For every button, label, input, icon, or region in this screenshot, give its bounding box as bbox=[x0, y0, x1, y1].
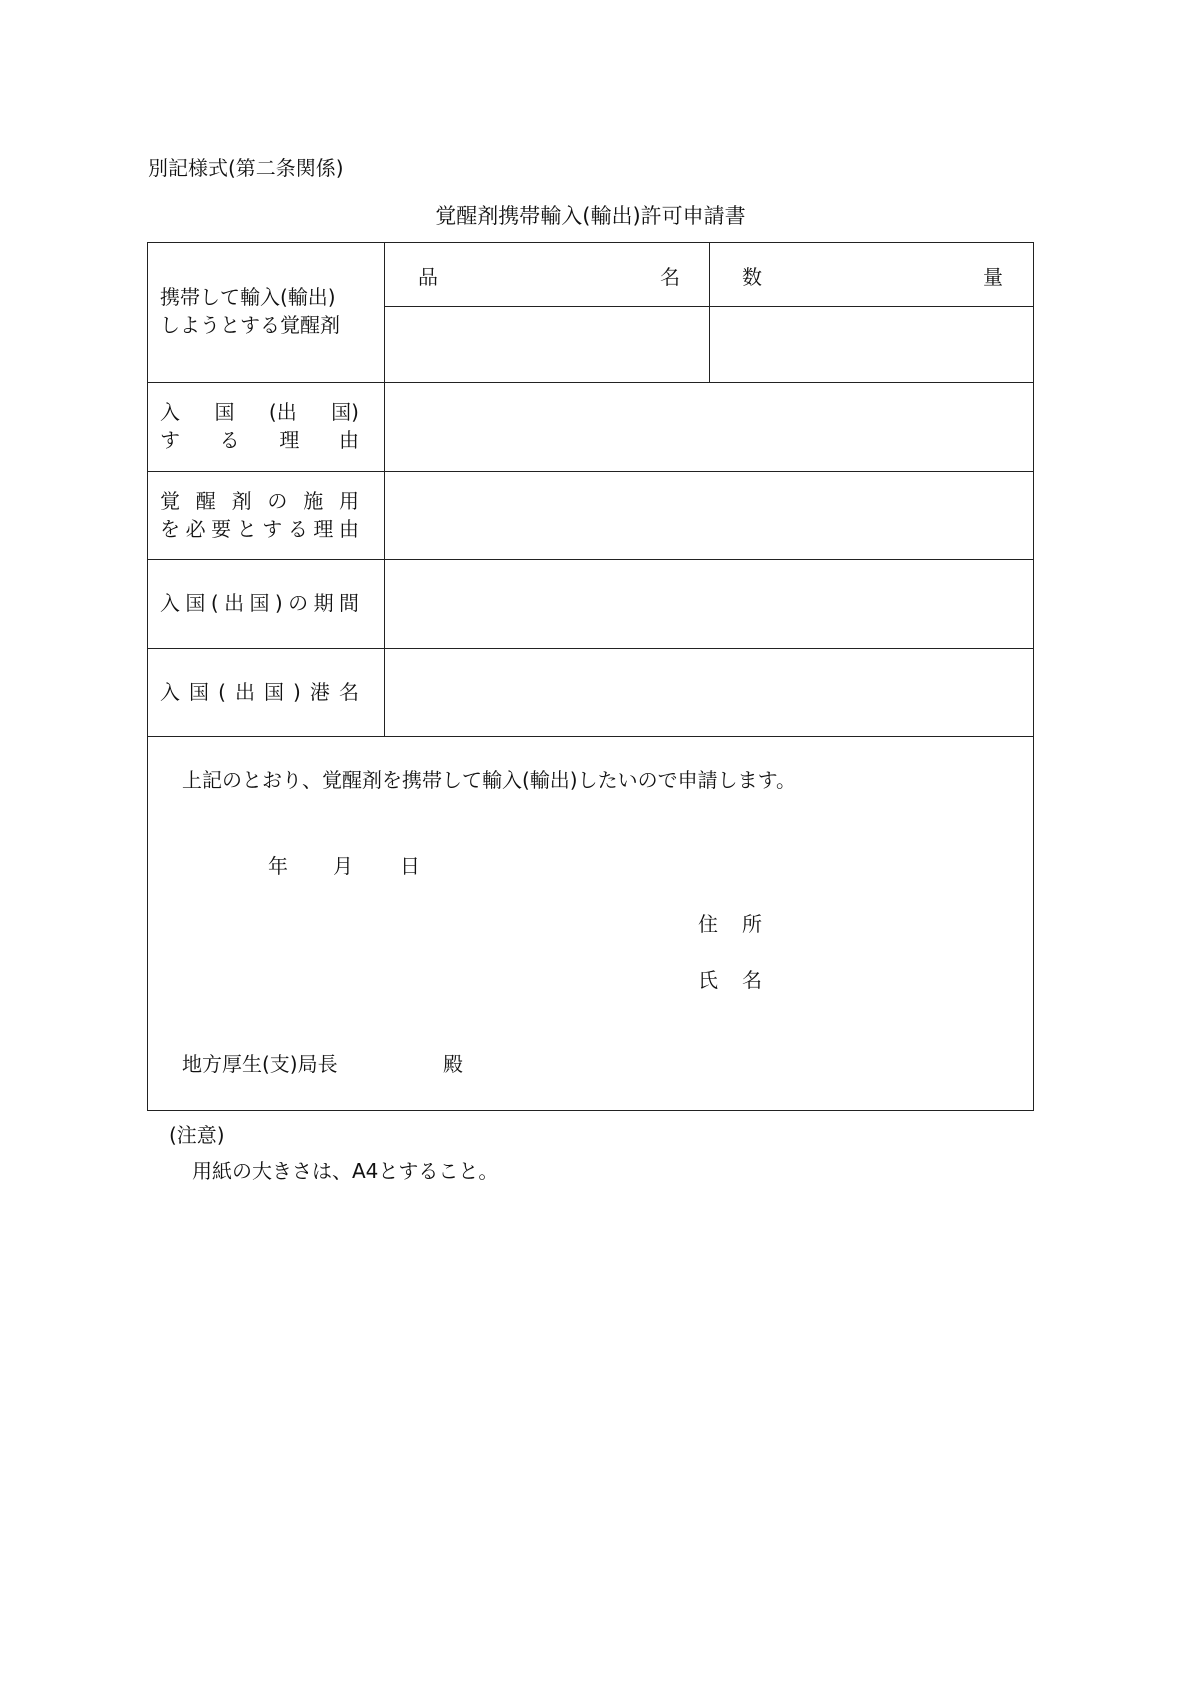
declaration-statement: 上記のとおり、覚醒剤を携帯して輸入(輸出)したいので申請します。 bbox=[182, 768, 797, 792]
address-label-2: 所 bbox=[742, 912, 762, 936]
drug-label: 携帯して輸入(輸出) しようとする覚醒剤 bbox=[160, 285, 340, 337]
port-label: 入 国 ( 出 国 ) 港 名 bbox=[160, 680, 359, 704]
quantity-field[interactable] bbox=[710, 307, 1033, 381]
date-year-label: 年 bbox=[268, 854, 288, 878]
product-name-field[interactable] bbox=[385, 307, 708, 381]
date-day-label: 日 bbox=[400, 854, 420, 878]
addressee: 地方厚生(支)局長 bbox=[182, 1052, 338, 1076]
name-label-2: 名 bbox=[742, 968, 762, 992]
period-field[interactable] bbox=[385, 560, 1033, 647]
product-name-header-2: 名 bbox=[660, 265, 680, 289]
use-reason-label: 覚 醒 剤 の 施 用 を 必 要 と す る 理 由 bbox=[160, 489, 359, 541]
row-divider bbox=[148, 736, 1033, 737]
name-label-1: 氏 bbox=[698, 968, 718, 992]
honorific: 殿 bbox=[443, 1052, 463, 1076]
quantity-header-1: 数 bbox=[742, 265, 762, 289]
form-label: 別記様式(第二条関係) bbox=[148, 156, 344, 180]
use-reason-field[interactable] bbox=[385, 472, 1033, 558]
note-heading: (注意) bbox=[169, 1123, 225, 1147]
entry-reason-label: 入 国 (出 国) す る 理 由 bbox=[160, 400, 359, 452]
note-body: 用紙の大きさは、A4とすること。 bbox=[192, 1159, 499, 1183]
quantity-header-2: 量 bbox=[983, 265, 1003, 289]
address-label-1: 住 bbox=[698, 912, 718, 936]
document-title: 覚醒剤携帯輸入(輸出)許可申請書 bbox=[435, 204, 746, 228]
date-month-label: 月 bbox=[333, 854, 353, 878]
application-form-table bbox=[147, 242, 1034, 1111]
product-name-header-1: 品 bbox=[418, 265, 438, 289]
entry-reason-field[interactable] bbox=[385, 383, 1033, 470]
period-label: 入 国 ( 出 国 ) の 期 間 bbox=[160, 591, 359, 615]
port-field[interactable] bbox=[385, 649, 1033, 735]
